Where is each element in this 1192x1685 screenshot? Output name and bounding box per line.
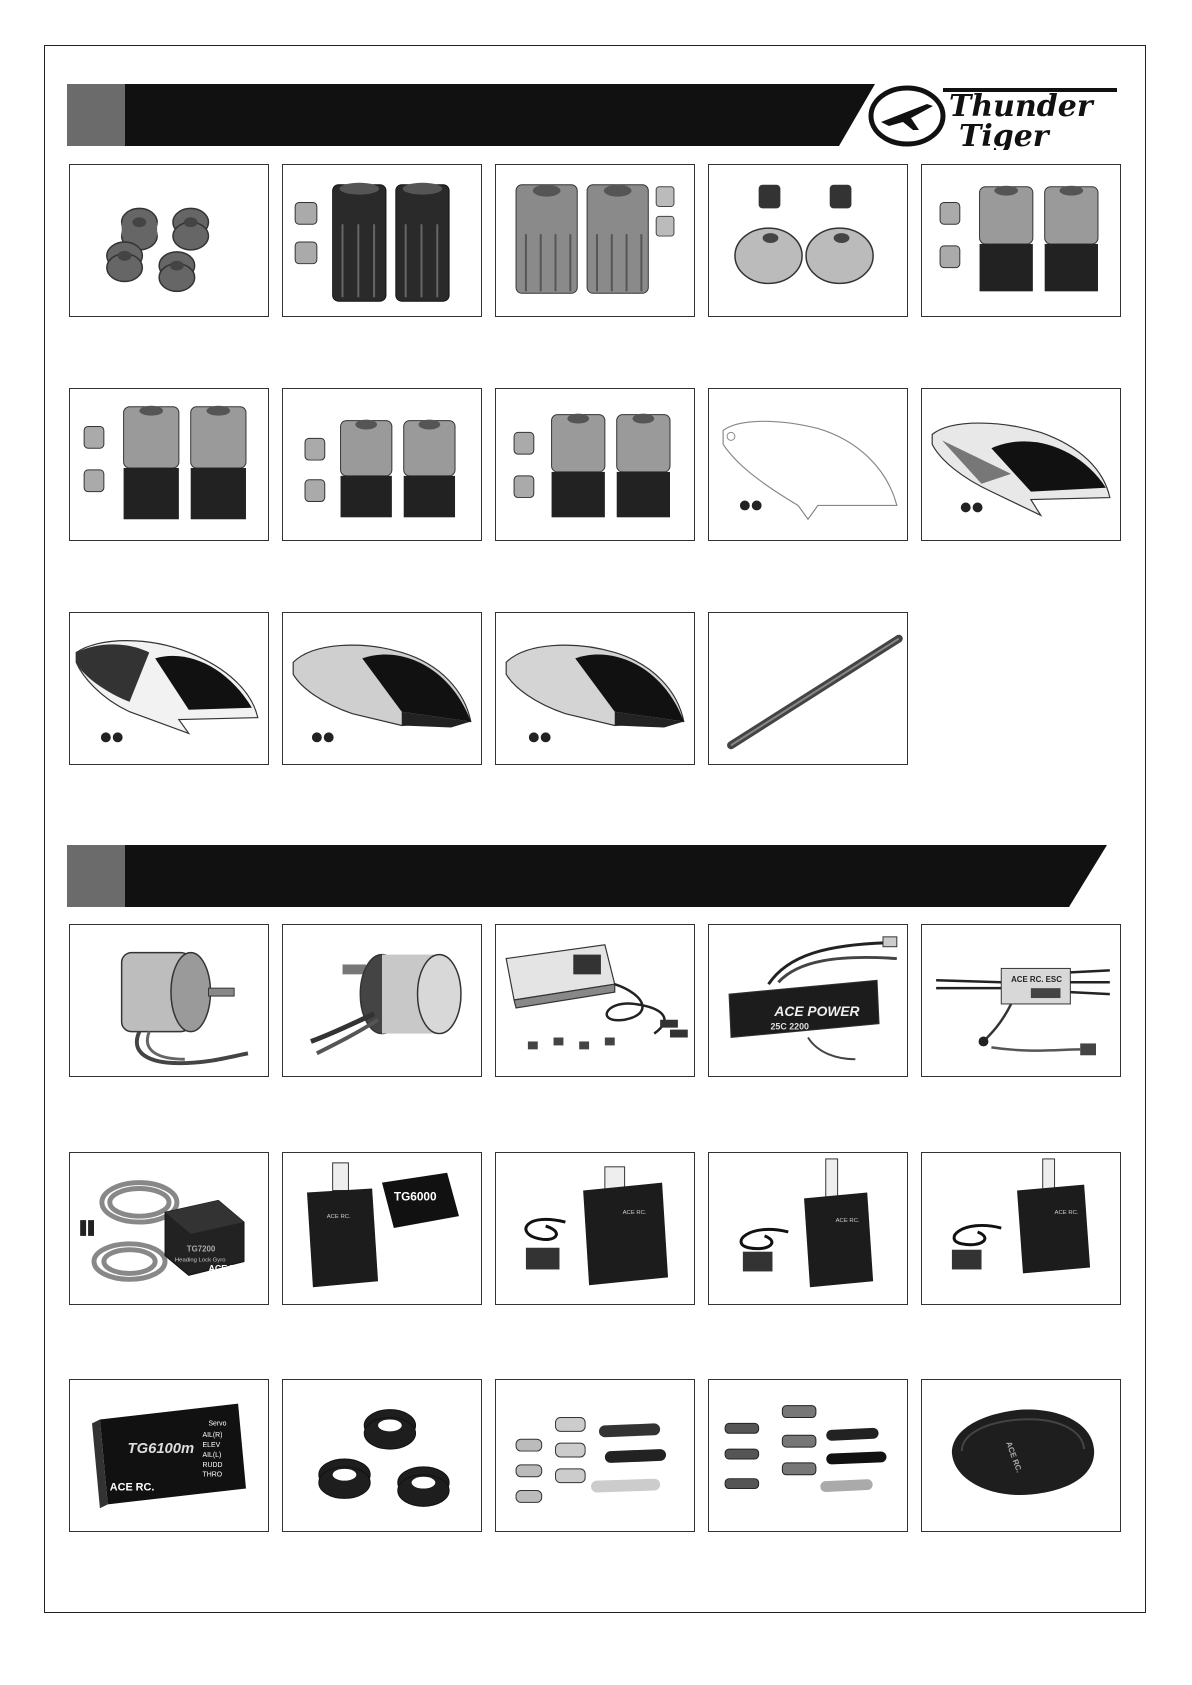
part-servo-c xyxy=(921,1152,1121,1305)
logo-line1: Thunder xyxy=(949,89,1093,124)
gyro-model: TG7200 xyxy=(186,1244,216,1254)
servo-brand-3: ACE RC. xyxy=(835,1218,860,1225)
servo-brand-1: ACE RC. xyxy=(326,1214,351,1221)
section-bar-spare-parts xyxy=(67,84,875,146)
battery-spec: 25C 2200 xyxy=(770,1021,809,1032)
section-bar-electronics xyxy=(67,845,1107,907)
servo-brand-2: ACE RC. xyxy=(622,1210,647,1217)
part-tail-boom xyxy=(708,612,908,765)
part-pinion-gear-a xyxy=(921,164,1121,317)
part-canopy-clear xyxy=(708,388,908,541)
part-ferrite-rings xyxy=(282,1379,482,1532)
rx-port-2: ELEV xyxy=(202,1442,221,1450)
part-bullet-connectors-b xyxy=(708,1379,908,1532)
part-heading-lock-gyro xyxy=(69,1152,269,1305)
charger-brand: ACE RC. xyxy=(1004,1440,1024,1474)
part-canopy-carbon xyxy=(69,612,269,765)
part-canopy-silver-black-b xyxy=(495,612,695,765)
part-speed-controller xyxy=(921,924,1121,1077)
gyro-brand: ACE RC. xyxy=(208,1263,245,1274)
part-lipo-battery xyxy=(708,924,908,1077)
part-servo-b xyxy=(708,1152,908,1305)
part-brushless-motor-b xyxy=(282,924,482,1077)
rx-port-1: AIL(R) xyxy=(202,1432,223,1440)
part-pinion-gear-black xyxy=(282,164,482,317)
part-canopy-silver-black-a xyxy=(282,612,482,765)
part-receiver xyxy=(69,1379,269,1532)
servo-brand-4: ACE RC. xyxy=(1054,1210,1079,1217)
part-brushless-motor-a xyxy=(69,924,269,1077)
rx-brand: ACE RC. xyxy=(109,1481,155,1494)
part-pinion-gear-gray xyxy=(495,164,695,317)
part-pinion-gear-b xyxy=(69,388,269,541)
part-motor-couplers xyxy=(708,164,908,317)
rx-port-3: AIL(L) xyxy=(202,1451,222,1459)
part-pinion-gear-d xyxy=(495,388,695,541)
thunder-tiger-logo xyxy=(867,82,1119,150)
part-servo-a xyxy=(495,1152,695,1305)
part-servo-with-gyro xyxy=(282,1152,482,1305)
part-charger xyxy=(495,924,695,1077)
part-balance-charger xyxy=(921,1379,1121,1532)
part-bullet-connectors-a xyxy=(495,1379,695,1532)
gyro2-model: TG6000 xyxy=(393,1189,437,1204)
part-pinion-gear-c xyxy=(282,388,482,541)
rx-servo-label: Servo xyxy=(208,1420,227,1428)
rx-model: TG6100m xyxy=(127,1441,195,1458)
part-rubber-dampers xyxy=(69,164,269,317)
logo-line2: Tiger xyxy=(959,119,1049,150)
esc-label: ACE RC. ESC xyxy=(1011,975,1062,985)
rx-port-5: THRO xyxy=(202,1471,223,1479)
part-canopy-white-black xyxy=(921,388,1121,541)
gyro-label: Heading Lock Gyro xyxy=(174,1257,226,1264)
rx-port-4: RUDD xyxy=(202,1461,223,1469)
battery-label: ACE POWER xyxy=(774,1002,860,1019)
